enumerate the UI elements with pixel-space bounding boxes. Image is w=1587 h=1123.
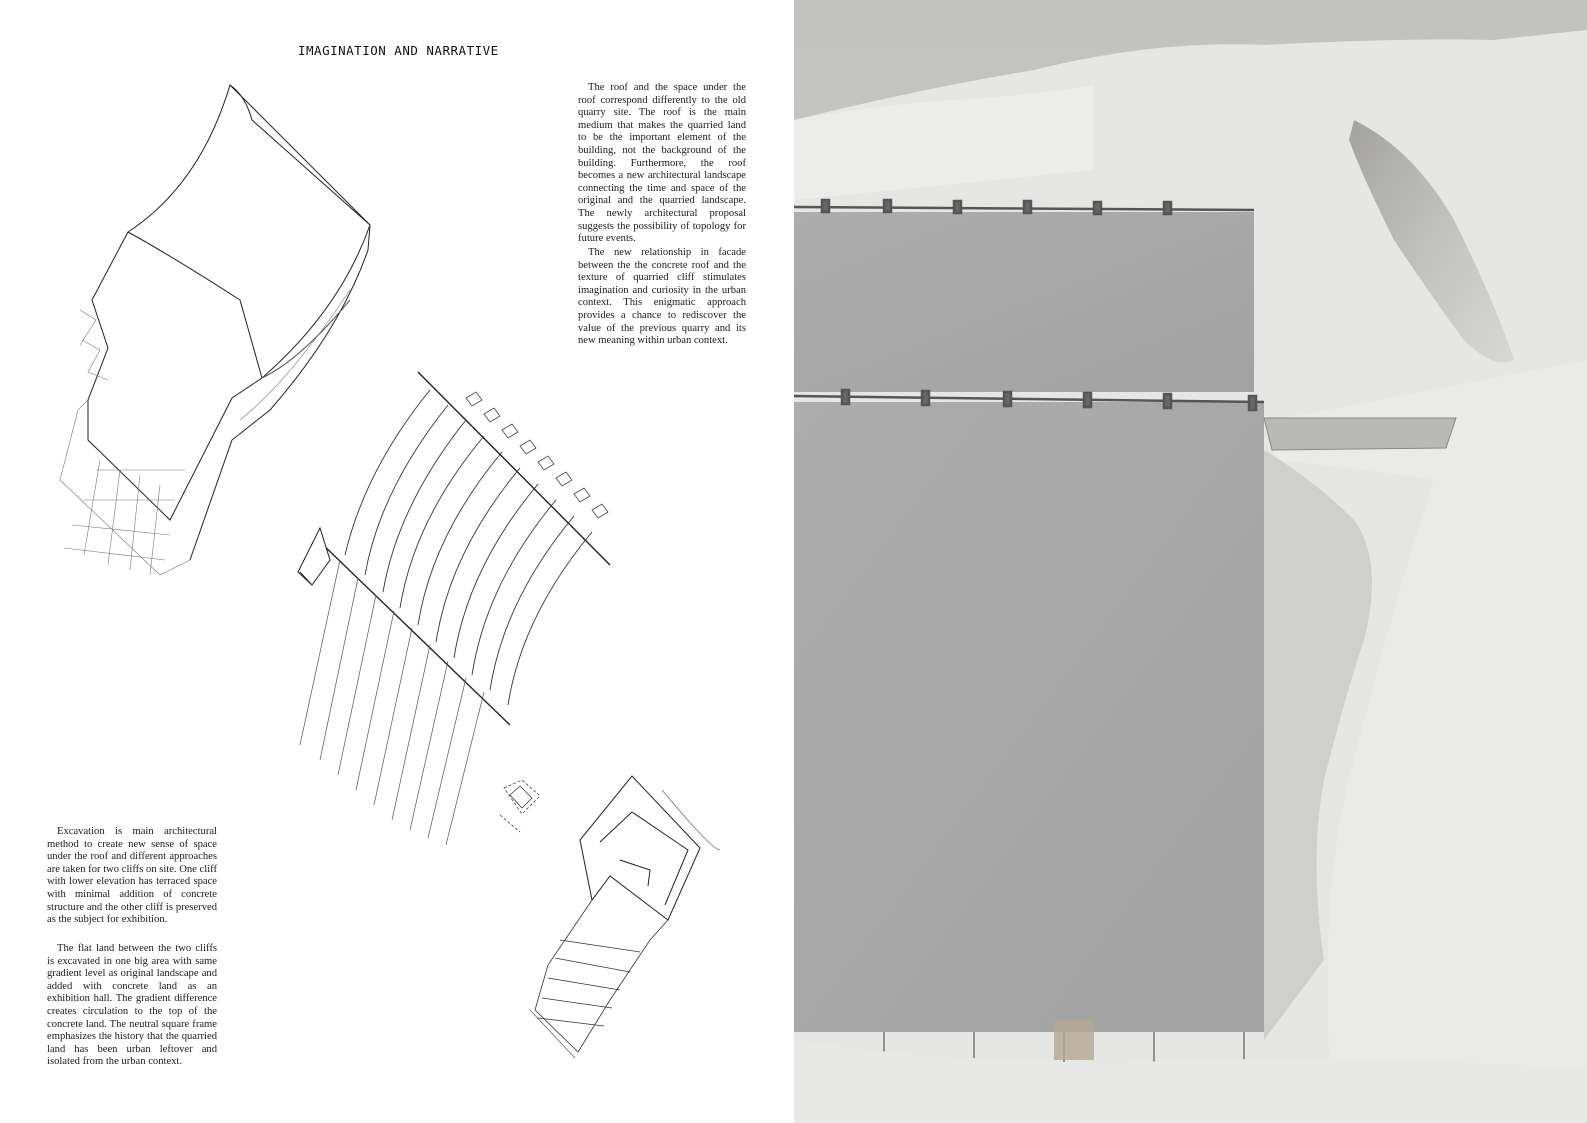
model-photo bbox=[794, 0, 1587, 1123]
terrace-axonometric bbox=[530, 776, 720, 1058]
lower-roof-panel bbox=[794, 402, 1264, 1032]
frame-axonometric bbox=[500, 780, 540, 832]
upper-roof-panel bbox=[794, 212, 1254, 392]
page-title: IMAGINATION AND NARRATIVE bbox=[298, 43, 499, 58]
paragraph-roof: The roof and the space under the roof correspond differently to the old quarry site. The roof is the main medium that makes the quarried land to be the important element of the building, not the background of the building. Furthermore, the roof becomes a new architectural landscape connecting the time and space of the original and the quarried landscape. The newly architectural proposal suggests the possibility of topology for future events. bbox=[578, 82, 746, 245]
paragraph-flat-land: The flat land between the two cliffs is excavated in one big area with same gradient level as original landscape and added with concrete land as an exhibition hall. The gradient difference creates circulation to the top of the concrete land. The neutral square frame emphasizes the history that the quarried land has been urban leftover and isolated from the urban context. bbox=[47, 943, 217, 1068]
roof-axonometric bbox=[60, 85, 370, 575]
structure-axonometric bbox=[298, 372, 610, 845]
paragraph-facade: The new relationship in facade between the the concrete roof and the texture of quarried cliff stimulates imagination and curiosity in the urban context. This enigmatic approach provides a chance to rediscover the value of the previous quarry and its new meaning within urban context. bbox=[578, 247, 746, 347]
paragraph-excavation: Excavation is main architectural method to create new sense of space under the roof and different approaches are taken for two cliffs on site. One cliff with lower elevation has terraced space with minimal addition of concrete structure and the other cliff is preserved as the subject for exhibition. bbox=[47, 826, 217, 926]
